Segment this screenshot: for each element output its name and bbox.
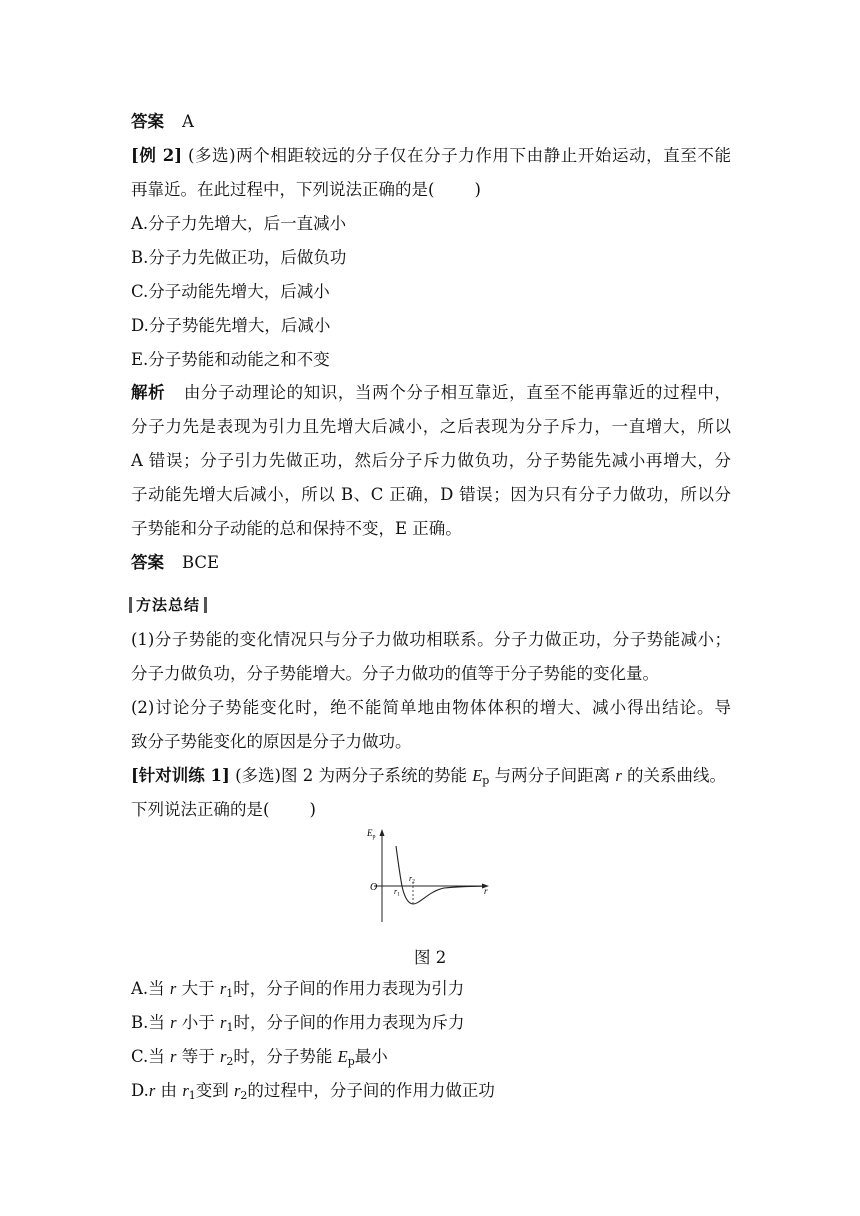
training-tag: [针对训练 1]	[131, 766, 230, 785]
option-c: C.分子动能先增大，后减小	[131, 282, 330, 301]
example-2-stem-line-2	[131, 178, 481, 202]
stem-text: 两个相距较远的分子仅在分子力作用下由静止开始运动，直至不能	[235, 146, 732, 165]
y-axis-arrow	[380, 829, 385, 836]
option-text: D.	[131, 1081, 149, 1100]
answer-label: 答案	[131, 553, 164, 572]
example-tag: [例 2]	[131, 146, 183, 165]
y-axis-label: $E_p$	[367, 828, 376, 840]
subscript: 1	[226, 987, 234, 1000]
analysis-line-4: 子动能先增大后减小，所以 B、C 正确，D 错误；因为只有分子力做功，所以分	[131, 485, 731, 504]
option-text: 的过程中，分子间的作用力做正功	[247, 1081, 495, 1100]
symbol-e: E	[337, 1047, 348, 1066]
stem-text: 再靠近。在此过程中，下列说法正确的是(	[131, 180, 435, 199]
symbol-e: E	[472, 766, 483, 785]
option-text: 时，分子间的作用力表现为引力	[233, 979, 465, 998]
method-p1-line-2: 分子力做负功，分子势能增大。分子力做功的值等于分子势能的变化量。	[131, 664, 659, 683]
training-type: (多选)	[235, 766, 281, 785]
option-text: C.当	[131, 1047, 171, 1066]
answer-label: 答案	[131, 112, 164, 131]
figure-caption: 图 2	[414, 948, 447, 967]
training-option-d	[131, 1079, 495, 1108]
subscript: 2	[240, 1089, 248, 1102]
subscript: 2	[226, 1055, 234, 1068]
symbol-r2: r	[219, 1047, 227, 1066]
analysis-line-2: 分子力先是表现为引力且先增大后减小，之后表现为分子斥力，一直增大，所以	[131, 417, 731, 436]
training-option-a	[131, 977, 464, 1006]
answer-value: A	[182, 112, 194, 131]
symbol-r: r	[148, 1081, 156, 1100]
stem-text: 图 2 为两分子系统的势能	[280, 766, 473, 785]
symbol-r2: r	[233, 1081, 241, 1100]
option-text: A.当	[131, 979, 170, 998]
symbol-r: r	[615, 766, 622, 785]
method-p2-line-1: (2)讨论分子势能变化时，绝不能简单地由物体体积的增大、减小得出结论。导	[131, 698, 731, 717]
analysis-line-5: 子势能和分子动能的总和保持不变，E 正确。	[131, 519, 462, 538]
training-1-stem-line-1	[131, 764, 726, 793]
option-d: D.分子势能先增大，后减小	[131, 316, 331, 335]
example-2-stem-line-1	[131, 144, 731, 168]
subscript: p	[482, 774, 490, 787]
analysis-text: 由分子动理论的知识，当两个分子相互靠近，直至不能再靠近的过程中，	[183, 383, 732, 402]
stem-text: 的关系曲线。	[621, 766, 727, 785]
option-text: 由	[155, 1081, 183, 1100]
option-text: B.当	[131, 1013, 171, 1032]
training-option-c	[131, 1045, 388, 1074]
stem-close: )	[474, 180, 481, 199]
subscript: p	[347, 1055, 355, 1068]
subscript: 1	[226, 1021, 234, 1034]
option-text: 时，分子势能	[233, 1047, 338, 1066]
stem-text: 下列说法正确的是(	[131, 800, 270, 819]
potential-energy-curve-figure	[364, 826, 492, 926]
training-1-stem-line-2	[131, 798, 316, 822]
option-a: A.分子力先增大，后一直减小	[131, 214, 347, 233]
option-text: 最小	[354, 1047, 388, 1066]
x-axis-label: r	[484, 886, 488, 896]
symbol-r: r	[169, 979, 177, 998]
r2-label: r2	[409, 874, 415, 885]
option-text: 小于	[176, 1013, 221, 1032]
training-option-b	[131, 1011, 464, 1040]
stem-text: 与两分子间距离	[489, 766, 616, 785]
option-text: 时，分子间的作用力表现为斥力	[233, 1013, 465, 1032]
answer-value: BCE	[182, 553, 220, 572]
analysis-line-1	[131, 381, 731, 405]
answer-2	[131, 551, 219, 575]
answer-1	[131, 110, 194, 134]
symbol-r: r	[170, 1047, 177, 1066]
symbol-r1: r	[182, 1081, 189, 1100]
origin-label: O	[370, 882, 378, 893]
r1-label: r1	[394, 887, 400, 898]
method-summary-title: 方法总结	[129, 594, 207, 616]
symbol-r1: r	[219, 979, 227, 998]
option-text: 等于	[176, 1047, 220, 1066]
stem-close: )	[309, 800, 316, 819]
subscript: 1	[188, 1089, 196, 1102]
option-text: 大于	[176, 979, 220, 998]
analysis-line-3: A 错误；分子引力先做正功，然后分子斥力做负功，分子势能先减小再增大，分	[131, 451, 731, 470]
option-e: E.分子势能和动能之和不变	[131, 350, 330, 369]
example-type: (多选)	[187, 146, 236, 165]
option-b: B.分子力先做正功，后做负功	[131, 248, 347, 267]
method-p1-line-1: (1)分子势能的变化情况只与分子力做功相联系。分子力做正功，分子势能减小；	[131, 630, 731, 649]
analysis-label: 解析	[131, 383, 166, 402]
method-p2-line-2: 致分子势能变化的原因是分子力做功。	[131, 732, 412, 751]
symbol-r1: r	[220, 1013, 227, 1032]
symbol-r: r	[170, 1013, 177, 1032]
option-text: 变到	[195, 1081, 234, 1100]
